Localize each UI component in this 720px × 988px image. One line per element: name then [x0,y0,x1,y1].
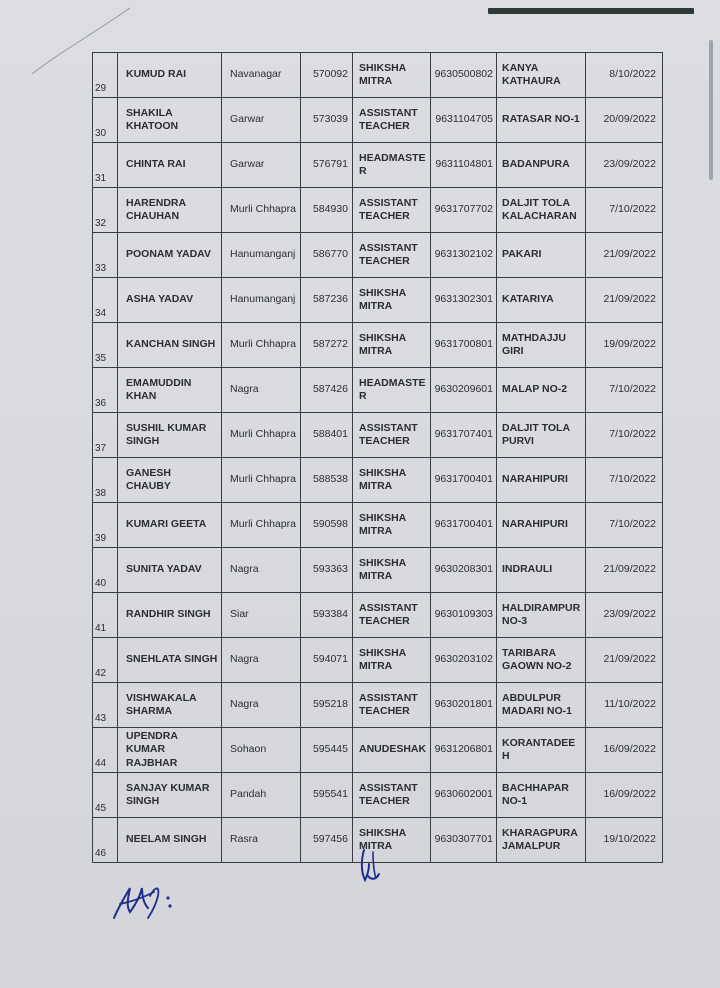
block-cell: Murli Chhapra [222,458,301,503]
serial-number-cell: 31 [93,143,118,188]
employee-code-cell: 573039 [301,98,353,143]
teacher-name-cell: SNEHLATA SINGH [118,638,222,683]
block-cell: Garwar [222,98,301,143]
block-cell: Sohaon [222,728,301,773]
date-cell: 11/10/2022 [586,683,663,728]
teacher-name-cell: SHAKILA KHATOON [118,98,222,143]
school-name-cell: KHARAGPURA JAMALPUR [497,818,586,863]
school-name-cell: KANYA KATHAURA [497,53,586,98]
table-row [93,548,663,593]
teacher-name-cell: SUSHIL KUMAR SINGH [118,413,222,458]
mobile-number-cell: 9630602001 [431,773,497,818]
block-cell: Nagra [222,683,301,728]
designation-cell: ANUDESHAK [353,728,431,773]
date-cell: 21/09/2022 [586,548,663,593]
designation-cell: SHIKSHA MITRA [353,278,431,323]
school-name-cell: ABDULPUR MADARI NO-1 [497,683,586,728]
date-cell: 23/09/2022 [586,143,663,188]
employee-code-cell: 597456 [301,818,353,863]
date-cell: 21/09/2022 [586,233,663,278]
designation-cell: SHIKSHA MITRA [353,503,431,548]
mobile-number-cell: 9631104801 [431,143,497,188]
serial-number-cell: 44 [93,728,118,773]
teacher-name-cell: POONAM YADAV [118,233,222,278]
date-cell: 19/09/2022 [586,323,663,368]
table-row [93,98,663,143]
block-cell: Nagra [222,368,301,413]
initial-signature-mark [352,846,388,888]
school-name-cell: TARIBARA GAOWN NO-2 [497,638,586,683]
serial-number-cell: 37 [93,413,118,458]
teacher-name-cell: NEELAM SINGH [118,818,222,863]
teacher-name-cell: RANDHIR SINGH [118,593,222,638]
designation-cell: ASSISTANT TEACHER [353,593,431,638]
employee-code-cell: 588401 [301,413,353,458]
designation-cell: HEADMASTER [353,143,431,188]
block-cell: Murli Chhapra [222,503,301,548]
serial-number-cell: 43 [93,683,118,728]
mobile-number-cell: 9630109303 [431,593,497,638]
serial-number-cell: 29 [93,53,118,98]
school-name-cell: NARAHIPURI [497,503,586,548]
employee-code-cell: 576791 [301,143,353,188]
designation-cell: ASSISTANT TEACHER [353,413,431,458]
table-row [93,593,663,638]
mobile-number-cell: 9630201801 [431,683,497,728]
mobile-number-cell: 9631700801 [431,323,497,368]
table-row [93,728,663,773]
employee-code-cell: 570092 [301,53,353,98]
mobile-number-cell: 9631700401 [431,503,497,548]
employee-code-cell: 593384 [301,593,353,638]
school-name-cell: BADANPURA [497,143,586,188]
serial-number-cell: 45 [93,773,118,818]
table-row [93,683,663,728]
block-cell: Garwar [222,143,301,188]
teacher-name-cell: SANJAY KUMAR SINGH [118,773,222,818]
block-cell: Murli Chhapra [222,413,301,458]
table-row [93,773,663,818]
block-cell: Murli Chhapra [222,188,301,233]
serial-number-cell: 38 [93,458,118,503]
teacher-name-cell: EMAMUDDIN KHAN [118,368,222,413]
employee-code-cell: 587426 [301,368,353,413]
school-name-cell: KATARIYA [497,278,586,323]
serial-number-cell: 35 [93,323,118,368]
block-cell: Hanumanganj [222,233,301,278]
mobile-number-cell: 9630209601 [431,368,497,413]
mobile-number-cell: 9631707401 [431,413,497,458]
page-top-edge-bar [488,8,694,14]
serial-number-cell: 32 [93,188,118,233]
school-name-cell: DALJIT TOLA PURVI [497,413,586,458]
block-cell: Nagra [222,638,301,683]
date-cell: 23/09/2022 [586,593,663,638]
designation-cell: SHIKSHA MITRA [353,548,431,593]
date-cell: 21/09/2022 [586,278,663,323]
employee-code-cell: 593363 [301,548,353,593]
teacher-name-cell: KUMUD RAI [118,53,222,98]
school-name-cell: NARAHIPURI [497,458,586,503]
school-name-cell: DALJIT TOLA KALACHARAN [497,188,586,233]
school-name-cell: HALDIRAMPUR NO-3 [497,593,586,638]
school-name-cell: PAKARI [497,233,586,278]
mobile-number-cell: 9631206801 [431,728,497,773]
employee-code-cell: 595218 [301,683,353,728]
date-cell: 7/10/2022 [586,458,663,503]
table-row [93,53,663,98]
designation-cell: SHIKSHA MITRA [353,323,431,368]
serial-number-cell: 33 [93,233,118,278]
block-cell: Murli Chhapra [222,323,301,368]
employee-code-cell: 595541 [301,773,353,818]
date-cell: 7/10/2022 [586,368,663,413]
table-row [93,188,663,233]
employee-code-cell: 594071 [301,638,353,683]
employee-code-cell: 587272 [301,323,353,368]
handwritten-signature [108,874,188,926]
school-name-cell: RATASAR NO-1 [497,98,586,143]
employee-code-cell: 586770 [301,233,353,278]
mobile-number-cell: 9630208301 [431,548,497,593]
table-row [93,503,663,548]
table-row [93,458,663,503]
teacher-name-cell: GANESH CHAUBY [118,458,222,503]
designation-cell: SHIKSHA MITRA [353,818,431,863]
block-cell: Navanagar [222,53,301,98]
date-cell: 8/10/2022 [586,53,663,98]
teacher-name-cell: SUNITA YADAV [118,548,222,593]
block-cell: Hanumanganj [222,278,301,323]
table-row [93,638,663,683]
teacher-name-cell: VISHWAKALA SHARMA [118,683,222,728]
mobile-number-cell: 9631302102 [431,233,497,278]
employee-code-cell: 584930 [301,188,353,233]
table-row [93,143,663,188]
teacher-name-cell: UPENDRA KUMAR RAJBHAR [118,728,222,773]
serial-number-cell: 41 [93,593,118,638]
teacher-name-cell: HARENDRA CHAUHAN [118,188,222,233]
employee-code-cell: 590598 [301,503,353,548]
designation-cell: ASSISTANT TEACHER [353,188,431,233]
serial-number-cell: 30 [93,98,118,143]
school-name-cell: MATHDAJJU GIRI [497,323,586,368]
date-cell: 20/09/2022 [586,98,663,143]
teacher-name-cell: CHINTA RAI [118,143,222,188]
designation-cell: ASSISTANT TEACHER [353,773,431,818]
table-row [93,413,663,458]
table-row [93,233,663,278]
date-cell: 7/10/2022 [586,503,663,548]
table-row [93,368,663,413]
school-name-cell: MALAP NO-2 [497,368,586,413]
serial-number-cell: 36 [93,368,118,413]
date-cell: 16/09/2022 [586,728,663,773]
teacher-name-cell: KANCHAN SINGH [118,323,222,368]
mobile-number-cell: 9630307701 [431,818,497,863]
designation-cell: HEADMASTER [353,368,431,413]
table-row [93,278,663,323]
date-cell: 19/10/2022 [586,818,663,863]
block-cell: Siar [222,593,301,638]
designation-cell: ASSISTANT TEACHER [353,683,431,728]
date-cell: 21/09/2022 [586,638,663,683]
block-cell: Nagra [222,548,301,593]
serial-number-cell: 39 [93,503,118,548]
mobile-number-cell: 9630203102 [431,638,497,683]
designation-cell: SHIKSHA MITRA [353,638,431,683]
designation-cell: ASSISTANT TEACHER [353,98,431,143]
school-name-cell: KORANTADEEH [497,728,586,773]
staff-table [92,52,663,863]
employee-code-cell: 595445 [301,728,353,773]
school-name-cell: BACHHAPAR NO-1 [497,773,586,818]
date-cell: 7/10/2022 [586,188,663,233]
table-row [93,323,663,368]
block-cell: Rasra [222,818,301,863]
serial-number-cell: 40 [93,548,118,593]
school-name-cell: INDRAULI [497,548,586,593]
serial-number-cell: 34 [93,278,118,323]
mobile-number-cell: 9631707702 [431,188,497,233]
employee-code-cell: 588538 [301,458,353,503]
mobile-number-cell: 9631700401 [431,458,497,503]
designation-cell: ASSISTANT TEACHER [353,233,431,278]
employee-code-cell: 587236 [301,278,353,323]
scrollbar[interactable] [709,40,713,180]
mobile-number-cell: 9631104705 [431,98,497,143]
designation-cell: SHIKSHA MITRA [353,53,431,98]
mobile-number-cell: 9630500802 [431,53,497,98]
serial-number-cell: 42 [93,638,118,683]
teacher-name-cell: KUMARI GEETA [118,503,222,548]
designation-cell: SHIKSHA MITRA [353,458,431,503]
block-cell: Pandah [222,773,301,818]
teacher-name-cell: ASHA YADAV [118,278,222,323]
mobile-number-cell: 9631302301 [431,278,497,323]
date-cell: 16/09/2022 [586,773,663,818]
serial-number-cell: 46 [93,818,118,863]
date-cell: 7/10/2022 [586,413,663,458]
